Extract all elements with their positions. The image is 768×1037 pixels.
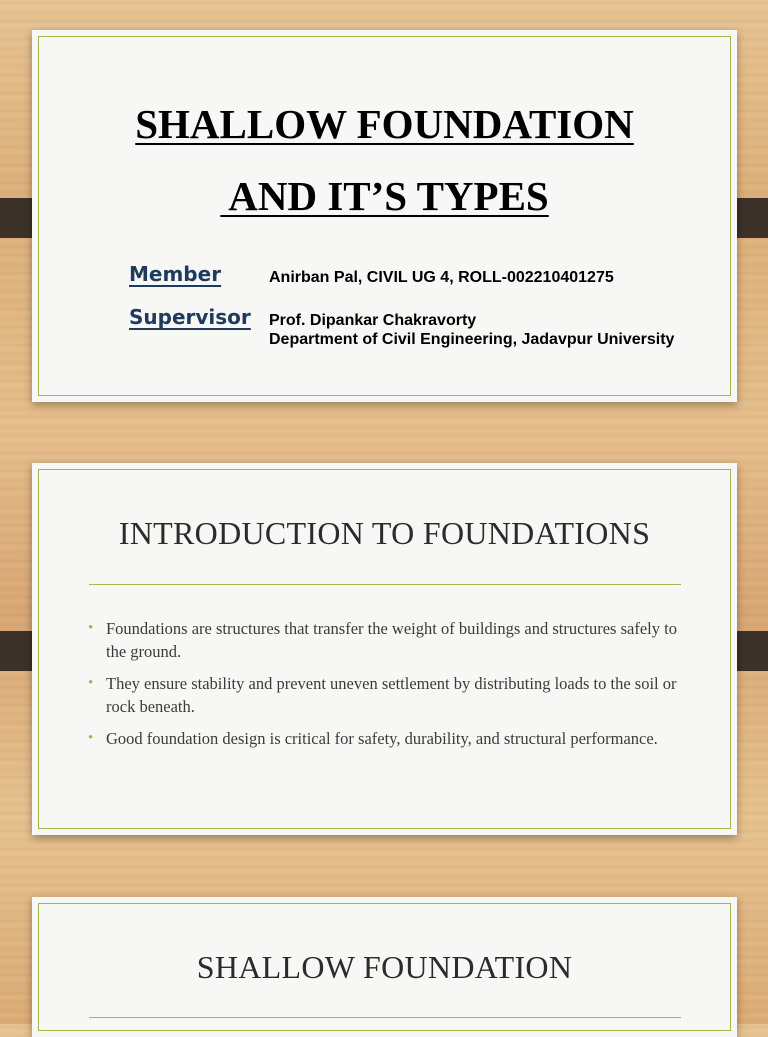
heading-divider <box>89 1017 681 1018</box>
slide-heading: INTRODUCTION TO FOUNDATIONS <box>118 515 651 551</box>
supervisor-name: Prof. Dipankar Chakravorty <box>269 312 477 329</box>
bullet-icon: • <box>88 620 94 636</box>
title-line-2: AND IT’S TYPES <box>220 173 549 219</box>
bullet-text: They ensure stability and prevent uneven settlement by distributing loads to the soil or rock beneath. <box>106 674 677 716</box>
supervisor-label: Supervisor <box>129 305 251 329</box>
bullet-item <box>88 672 700 718</box>
shallow-foundation-slide[interactable] <box>32 897 737 1037</box>
member-value: Anirban Pal, CIVIL UG 4, ROLL-002210401275 <box>269 269 614 286</box>
bullet-text: Good foundation design is critical for safety, durability, and structural performance. <box>106 729 658 748</box>
bullet-text: Foundations are structures that transfer the weight of buildings and structures safely to the ground. <box>106 619 677 661</box>
member-label: Member <box>129 262 222 286</box>
slide-heading: SHALLOW FOUNDATION <box>196 949 573 985</box>
title-line-1: SHALLOW FOUNDATION <box>135 101 634 147</box>
supervisor-department: Department of Civil Engineering, Jadavpur University <box>269 331 675 348</box>
bullet-item <box>88 727 700 750</box>
bullet-icon: • <box>88 675 94 691</box>
introduction-slide[interactable] <box>32 463 737 835</box>
bullet-item <box>88 617 700 663</box>
bullet-icon: • <box>88 730 94 746</box>
bullet-list <box>88 617 700 759</box>
heading-divider <box>89 584 681 585</box>
title-slide[interactable] <box>32 30 737 402</box>
